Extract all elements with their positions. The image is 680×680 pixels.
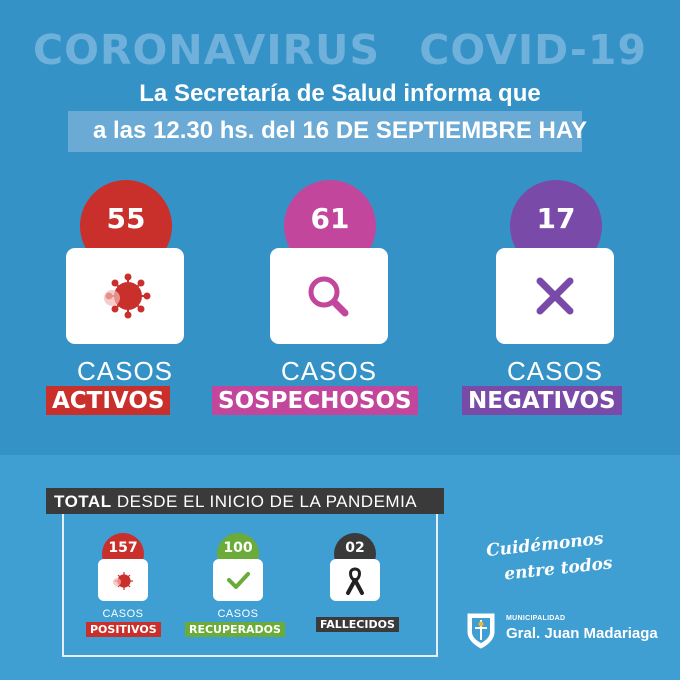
case-negativos — [460, 180, 650, 420]
case-negativos-count: 17 — [510, 180, 602, 272]
case-sospechosos-label: SOSPECHOSOS — [212, 386, 418, 415]
total-positivos-card — [98, 559, 148, 601]
cross-icon — [496, 248, 614, 344]
mourning-ribbon-icon — [330, 559, 380, 601]
slogan — [478, 528, 618, 595]
municipality-small: MUNICIPALIDAD — [506, 615, 566, 622]
subtitle-line2: a las 12.30 hs. del 16 DE SEPTIEMBRE HAY — [93, 117, 587, 144]
check-icon — [213, 559, 263, 601]
total-recuperados — [189, 533, 283, 643]
total-positivos-label-top: CASOS — [102, 608, 144, 620]
magnifier-icon — [270, 248, 388, 344]
total-fallecidos-card — [330, 559, 380, 601]
crest-icon — [464, 610, 498, 650]
slogan-line2: entre todos — [503, 553, 614, 585]
case-sospechosos — [218, 180, 424, 420]
total-fallecidos-count: 02 — [334, 533, 376, 575]
case-sospechosos-label-top: CASOS — [280, 356, 378, 386]
municipality-logo — [464, 610, 658, 650]
virus-icon — [98, 559, 148, 601]
total-recuperados-card — [213, 559, 263, 601]
case-negativos-card — [496, 248, 614, 344]
total-positivos-count: 157 — [102, 533, 144, 575]
case-sospechosos-count: 61 — [284, 180, 376, 272]
total-fallecidos — [310, 533, 400, 643]
case-sospechosos-card — [270, 248, 388, 344]
headline-coronavirus: CORONAVIRUS — [33, 26, 381, 74]
slogan-line1: Cuidémonos — [485, 528, 605, 562]
municipality-name: Gral. Juan Madariaga — [506, 625, 658, 642]
total-header-rest: DESDE EL INICIO DE LA PANDEMIA — [116, 492, 418, 511]
total-header — [54, 492, 417, 512]
case-activos-card — [66, 248, 184, 344]
total-positivos — [78, 533, 168, 643]
case-activos — [30, 180, 220, 420]
subtitle-line1: La Secretaría de Salud informa que — [139, 80, 541, 107]
case-negativos-label-top: CASOS — [506, 356, 604, 386]
case-activos-label: ACTIVOS — [46, 386, 170, 415]
total-recuperados-label-top: CASOS — [217, 608, 259, 620]
total-positivos-label: POSITIVOS — [86, 622, 161, 637]
headline — [0, 26, 680, 74]
total-fallecidos-label: FALLECIDOS — [316, 617, 399, 632]
total-recuperados-count: 100 — [217, 533, 259, 575]
total-header-bold: TOTAL — [54, 492, 112, 511]
virus-icon — [66, 248, 184, 344]
case-activos-label-top: CASOS — [76, 356, 174, 386]
headline-covid: COVID-19 — [419, 26, 647, 74]
case-negativos-label: NEGATIVOS — [462, 386, 622, 415]
total-recuperados-label: RECUPERADOS — [185, 622, 285, 637]
case-activos-count: 55 — [80, 180, 172, 272]
